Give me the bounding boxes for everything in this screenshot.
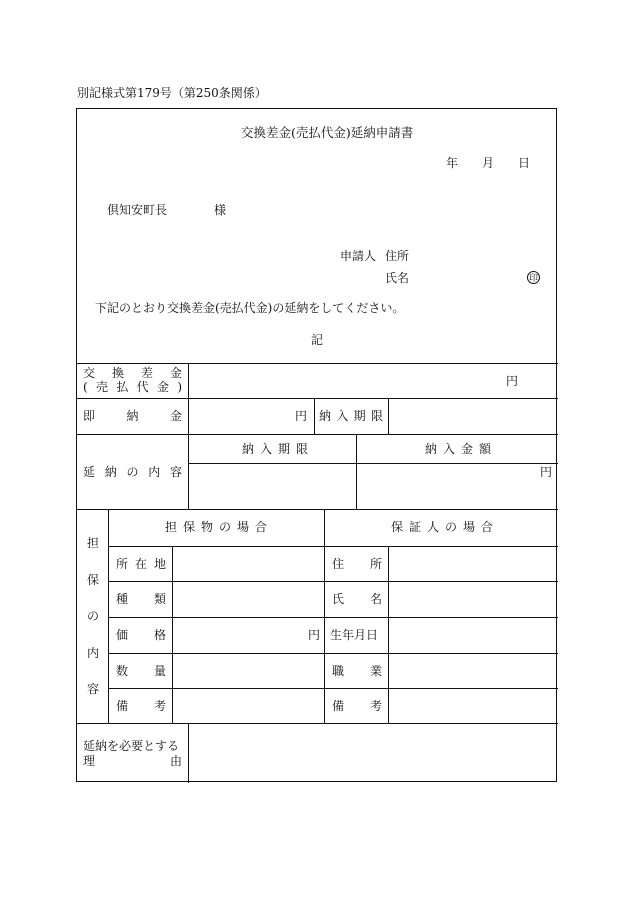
addressee: 倶知安町長 — [107, 203, 168, 217]
guarantor-remarks-label: 備 考 — [332, 699, 382, 713]
applicant-address-label: 住所 — [385, 249, 410, 263]
form-title: 交換差金(売払代金)延納申請書 — [241, 125, 414, 140]
applicant-label: 申請人 — [340, 249, 377, 263]
exchange-amount-yen-unit: 円 — [506, 374, 519, 388]
collateral-quantity-label: 数 量 — [116, 664, 166, 678]
guarantor-birthdate-label: 生年月日 — [330, 628, 379, 642]
date-day: 日 — [518, 156, 531, 170]
deferral-reason-label-line1: 延納を必要とする — [83, 739, 180, 753]
application-form — [76, 108, 557, 782]
guarantor-name-label: 氏 名 — [332, 592, 382, 606]
request-statement: 下記のとおり交換差金(売払代金)の延納をしてください。 — [95, 301, 405, 315]
collateral-price-label: 価 格 — [116, 628, 166, 642]
payment-due-label: 納 入 期 限 — [319, 409, 383, 423]
deferral-reason-label-line2: 理 由 — [83, 754, 182, 768]
form-number-caption: 別記様式第179号（第250条関係） — [77, 86, 267, 100]
deferral-amount-yen-unit: 円 — [540, 465, 553, 479]
collateral-case-header: 担 保 物 の 場 合 — [165, 520, 267, 534]
applicant-name-label: 氏名 — [385, 271, 410, 285]
deferral-details-label: 延 納 の 内 容 — [83, 465, 182, 479]
guarantor-case-header: 保 証 人 の 場 合 — [391, 520, 493, 534]
security-details-label: 担 保 の 内 容 — [86, 536, 99, 696]
ki-label: 記 — [311, 333, 324, 347]
immediate-payment-label: 即 納 金 — [83, 409, 182, 423]
collateral-price-yen-unit: 円 — [308, 628, 321, 642]
immediate-payment-yen-unit: 円 — [295, 409, 308, 423]
collateral-location-label: 所 在 地 — [116, 557, 166, 571]
deferral-amount-header: 納 入 金 額 — [425, 442, 491, 456]
date-month: 月 — [482, 156, 495, 170]
date-year: 年 — [446, 156, 459, 170]
guarantor-occupation-label: 職 業 — [332, 664, 382, 678]
guarantor-address-label: 住 所 — [332, 557, 382, 571]
collateral-remarks-label: 備 考 — [116, 699, 166, 713]
seal-mark: 印 — [527, 271, 540, 284]
addressee-honorific: 様 — [214, 203, 227, 217]
deferral-due-header: 納 入 期 限 — [242, 442, 308, 456]
collateral-type-label: 種 類 — [116, 592, 166, 606]
sale-price-label: ( 売 払 代 金 ) — [83, 380, 182, 394]
exchange-difference-label: 交 換 差 金 — [83, 366, 182, 380]
